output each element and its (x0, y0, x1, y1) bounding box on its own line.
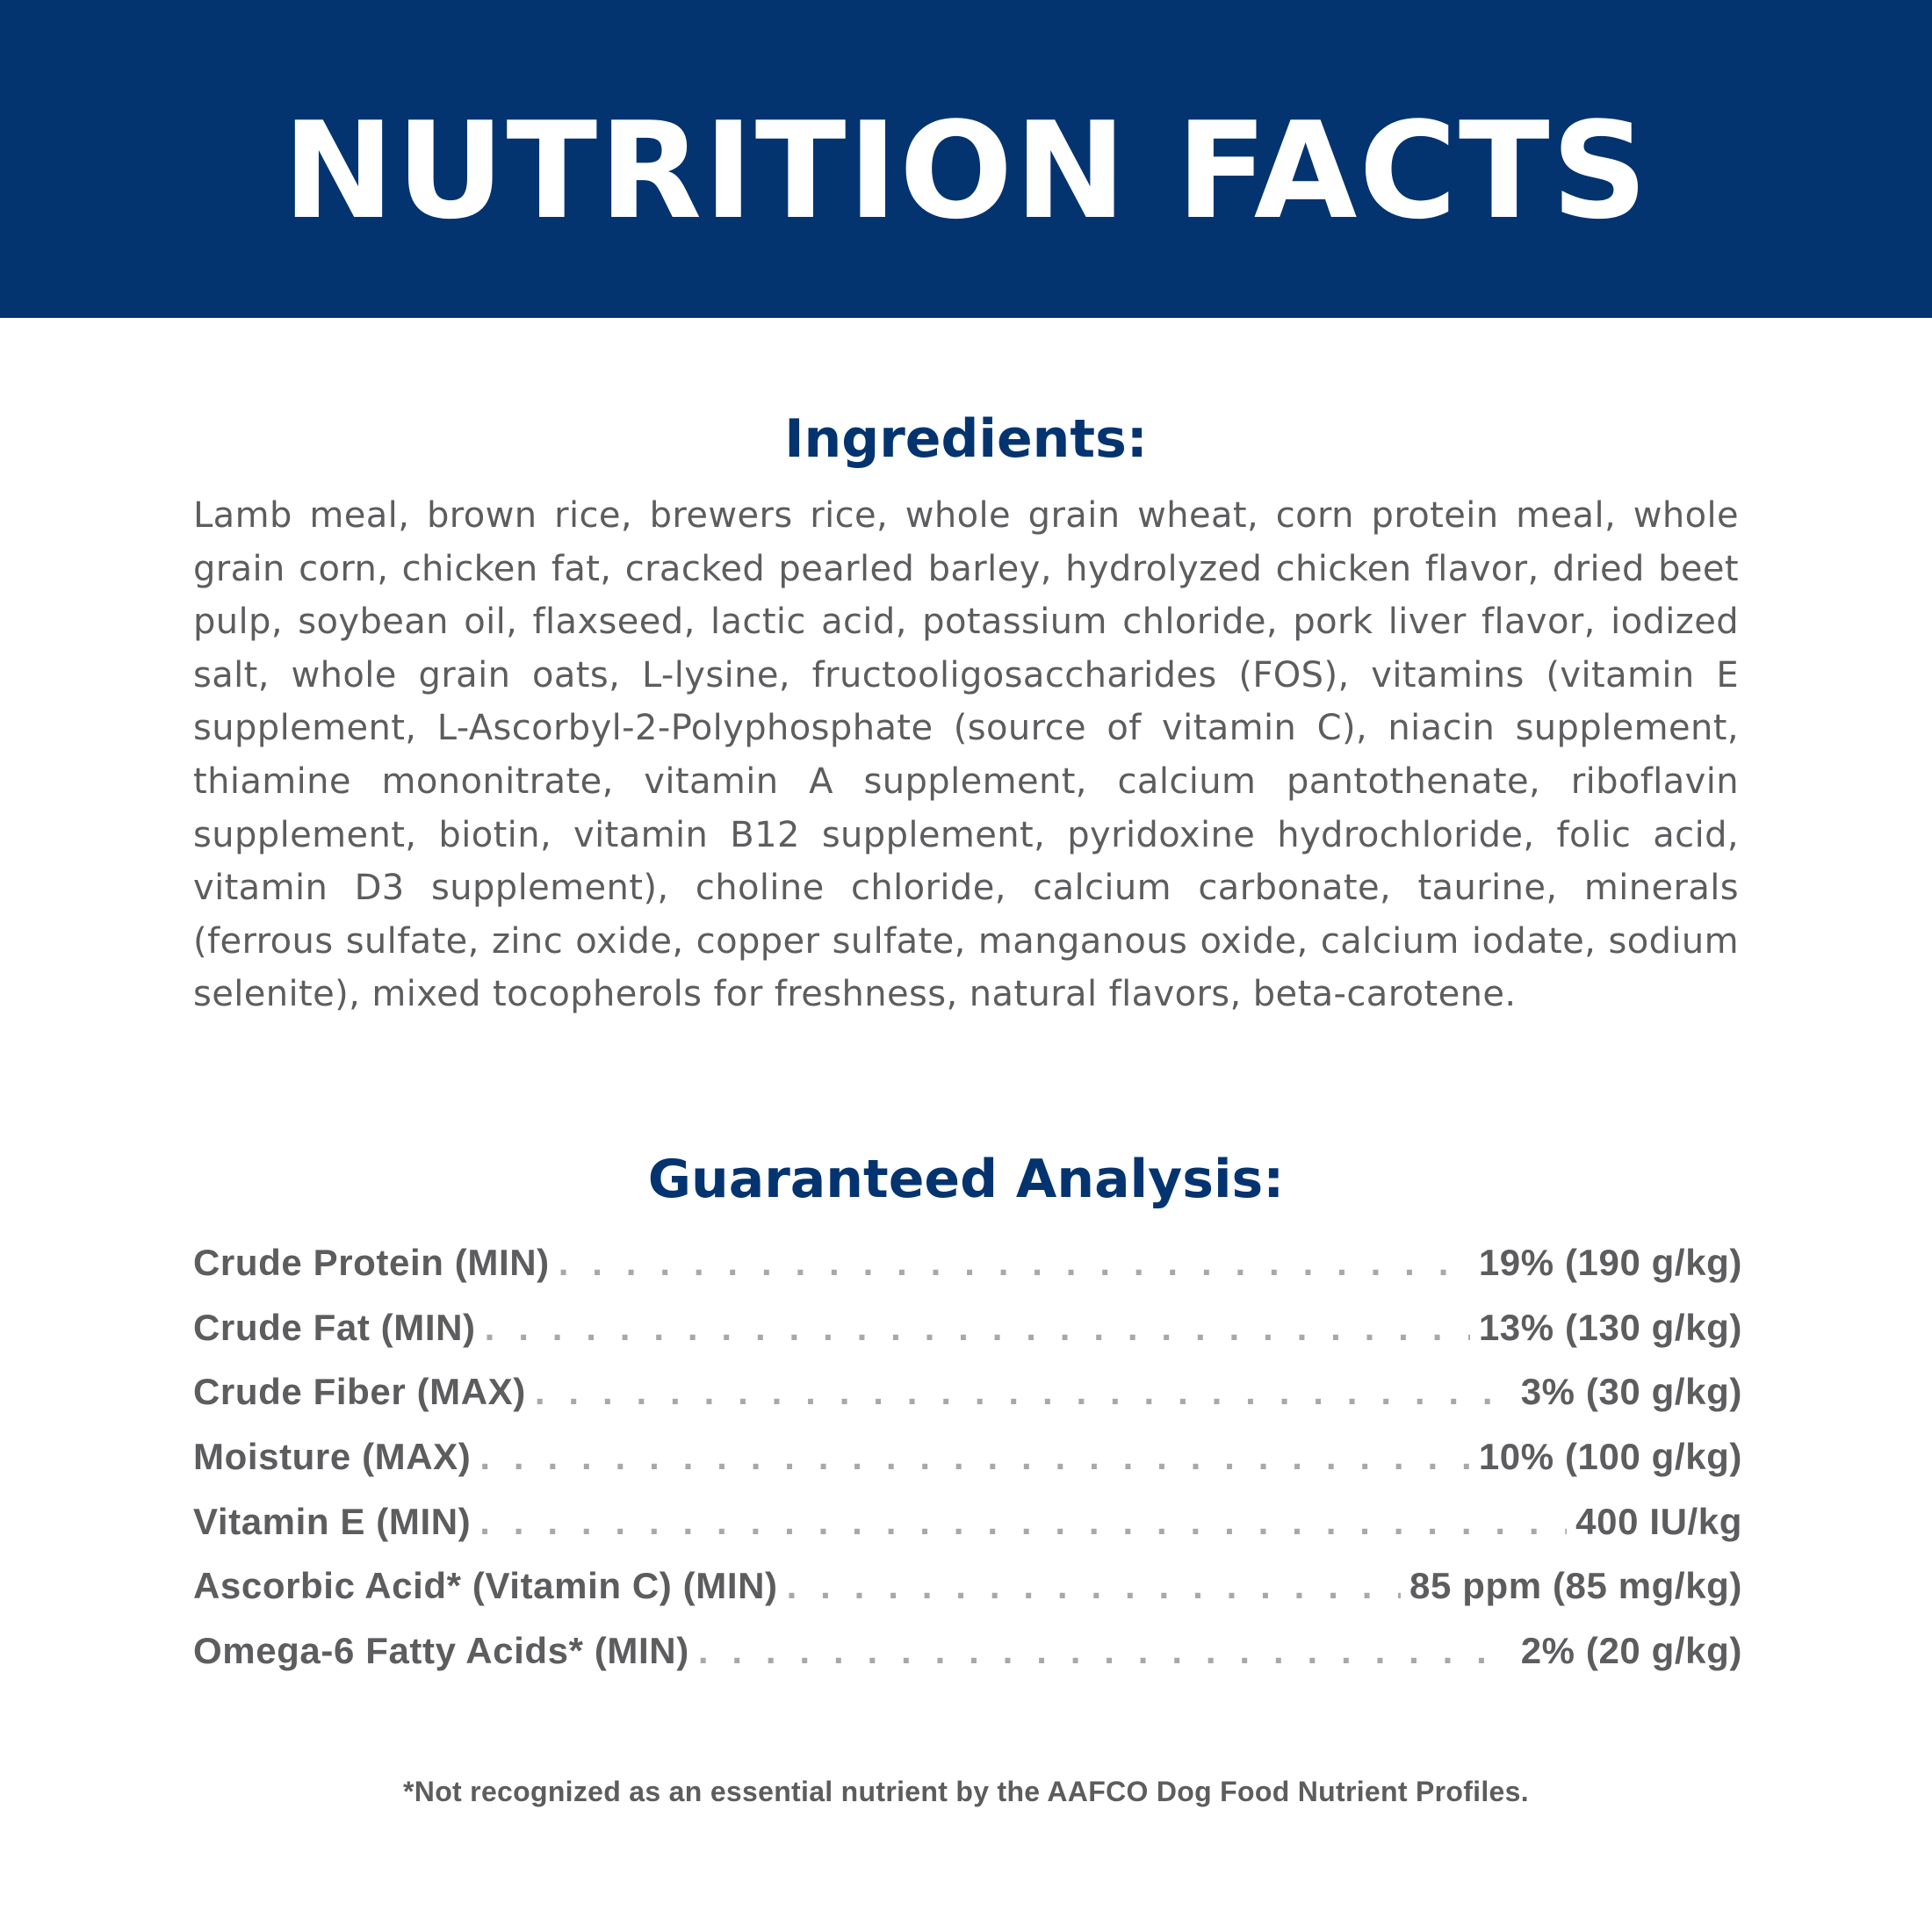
analysis-row-value: 2% (20 g/kg) (1520, 1630, 1742, 1672)
aafco-footnote: *Not recognized as an essential nutrient by the AAFCO Dog Food Nutrient Profiles. (403, 1776, 1529, 1807)
dot-leader (479, 1501, 1567, 1543)
ingredients-heading: Ingredients: (784, 408, 1148, 470)
dot-leader (787, 1565, 1401, 1607)
guaranteed-analysis-heading: Guaranteed Analysis: (647, 1149, 1285, 1210)
analysis-row-name: Ascorbic Acid* (Vitamin C) (MIN) (193, 1565, 778, 1607)
analysis-row-value: 10% (100 g/kg) (1478, 1436, 1742, 1478)
analysis-row-name: Crude Fiber (MAX) (193, 1371, 526, 1413)
analysis-row-vitamin-e (193, 1501, 1742, 1566)
analysis-row-name: Crude Fat (MIN) (193, 1306, 476, 1348)
analysis-row-name: Moisture (MAX) (193, 1436, 472, 1478)
page-title: NUTRITION FACTS (282, 93, 1650, 249)
analysis-row-value: 3% (30 g/kg) (1520, 1371, 1742, 1413)
analysis-row-value: 400 IU/kg (1575, 1500, 1742, 1542)
analysis-row-value: 85 ppm (85 mg/kg) (1409, 1565, 1742, 1607)
analysis-row-value: 19% (190 g/kg) (1478, 1242, 1742, 1283)
analysis-row-crude-fat (193, 1307, 1742, 1372)
guaranteed-analysis-table (193, 1242, 1742, 1695)
analysis-row-ascorbic-acid (193, 1565, 1742, 1630)
dot-leader (485, 1307, 1470, 1349)
analysis-row-value: 13% (130 g/kg) (1478, 1306, 1742, 1348)
analysis-row-crude-fiber (193, 1371, 1742, 1436)
analysis-row-moisture (193, 1436, 1742, 1501)
dot-leader (698, 1630, 1512, 1672)
dot-leader (479, 1436, 1469, 1478)
dot-leader (535, 1371, 1512, 1413)
analysis-row-name: Vitamin E (MIN) (193, 1500, 472, 1542)
analysis-row-crude-protein (193, 1242, 1742, 1307)
ingredients-list: Lamb meal, brown rice, brewers rice, whole grain wheat, corn protein meal, whole grain corn, chicken fat, cracked pearled barley, hydrolyzed chicken flavor, dried beet pulp, soybean oil, flaxseed, lactic acid, potassium chloride, pork liver flavor, iodized salt, whole grain oats, L-lysine, fructooligosaccharides (FOS), vitamins (vitamin E supplement, L-Ascorbyl-2-Polyphosphate (source of vitamin C), niacin supplement, thiamine mononitrate, vitamin A supplement, calcium pantothenate, riboflavin supplement, biotin, vitamin B12 supplement, pyridoxine hydrochloride, folic acid, vitamin D3 supplement), choline chloride, calcium carbonate, taurine, minerals (ferrous sulfate, zinc oxide, copper sulfate, manganous oxide, calcium iodate, sodium selenite), mixed tocopherols for freshness, natural flavors, beta-carotene. (193, 495, 1739, 1015)
nutrition-facts-banner (0, 0, 1932, 318)
analysis-row-omega-6 (193, 1630, 1742, 1695)
analysis-row-name: Crude Protein (MIN) (193, 1242, 550, 1283)
analysis-row-name: Omega-6 Fatty Acids* (MIN) (193, 1630, 689, 1672)
dot-leader (559, 1242, 1470, 1284)
